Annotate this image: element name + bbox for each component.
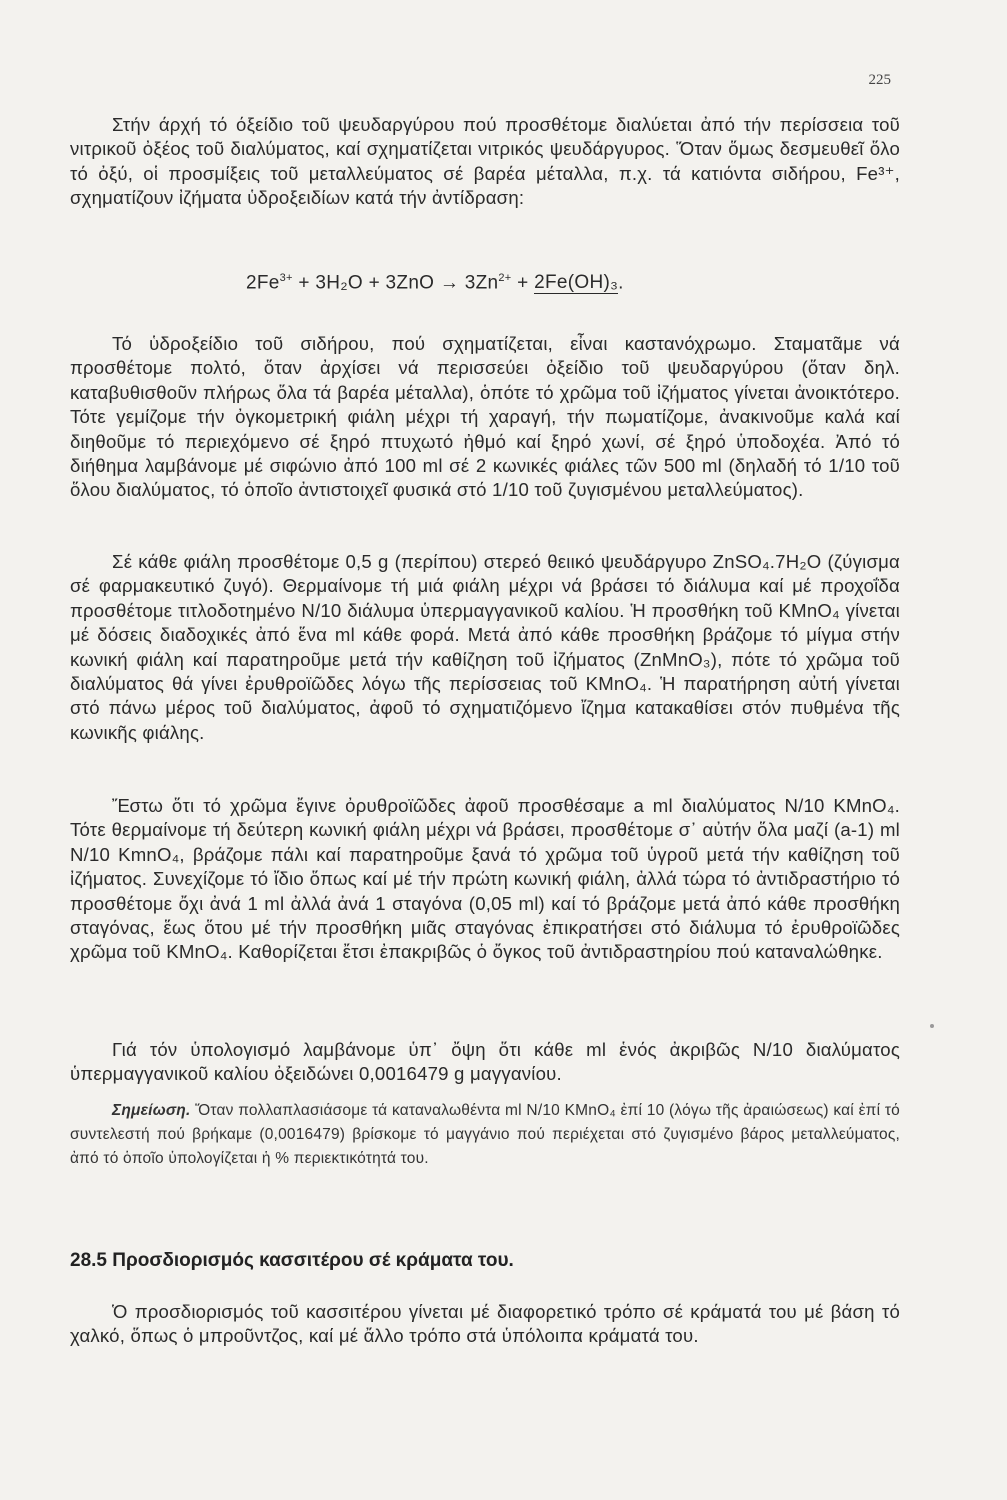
equation-part: +	[511, 272, 535, 294]
note-block	[70, 1099, 900, 1171]
paragraph-text: Ἔστω ὅτι τό χρῶμα ἔγινε ὀρυθροϊῶδες ἀφοῦ προσθέσαμε a ml διαλύματος N/10 KMnO₄. Τότε θερμαίνομε τή δεύτερη κωνική φιάλη μέχρι νά βράσει, προσθέτομε σ᾽ αὐτήν ὅλα μαζί (a-1) ml N/10 KmnO₄, βράζομε πάλι καί παρατηροῦμε ξανά τό χρῶμα τοῦ ὑγροῦ μετά τήν καθίζηση τοῦ ἰζήματος. Συνεχίζομε τό ἴδιο ὅπως καί μέ τήν πρώτη κωνική φιάλη, ἀλλά τώρα τό ἀντιδραστήριο τό προσθέτομε ὄχι ἀνά 1 ml ἀλλά ἀνά 1 σταγόνα (0,05 ml) καί τό βράζομε μετά ἀπό κάθε προσθήκη σταγόνας, ἕως ὅτου μέ τήν προσθήκη μιᾶς σταγόνας ἐπικρατήσει στό διάλυμα τό ἐρυθροϊῶδες χρῶμα τοῦ KMnO₄. Καθορίζεται ἔτσι ἐπακριβῶς ὁ ὄγκος τοῦ ἀντιδραστηρίου πού καταναλώθηκε.	[70, 795, 900, 963]
equation-part: 2Fe	[246, 272, 280, 294]
equation-product: 2Fe(OH)₃	[534, 272, 619, 294]
paragraph-4	[70, 794, 900, 965]
paragraph-2	[70, 332, 900, 503]
equation-end: .	[618, 272, 624, 294]
equation-superscript: 2+	[498, 272, 512, 284]
paragraph-text: Τό ὑδροξείδιο τοῦ σιδήρου, πού σχηματίζεται, εἶναι καστανόχρωμο. Σταματᾶμε νά προσθέτομε πολτό, ὅταν ἀρχίσει νά περισσεύει ὀξείδιο τοῦ ψευδαργύρου (ὅταν δηλ. καταβυθισθοῦν πλήρως ὅλα τά βαρέα μέταλλα), ὁπότε τό χρῶμα τοῦ ἰζήματος γίνεται ἀνοικτότερο. Τότε γεμίζομε τήν ὀγκομετρική φιάλη μέχρι τή χαραγή, τήν πωματίζομε, ἀνακινοῦμε καλά καί διηθοῦμε τό περιεχόμενο σέ ξηρό πτυχωτό ἠθμό καί ξηρό χωνί, σέ ξηρό ὑποδοχέα. Ἀπό τό διήθημα λαμβάνομε μέ σιφώνιο ἀπό 100 ml σέ 2 κωνικές φιάλες τῶν 500 ml (δηλαδή τό 1/10 τοῦ ὅλου διαλύματος, τό ὁποῖο ἀντιστοιχεῖ φυσικά στό 1/10 τοῦ ζυγισμένου μεταλλεύματος).	[70, 333, 900, 501]
paragraph-3	[70, 550, 900, 745]
page-mark	[930, 1024, 934, 1028]
paragraph-6	[70, 1300, 900, 1349]
page-number: 225	[868, 72, 891, 88]
paragraph-text: Σέ κάθε φιάλη προσθέτομε 0,5 g (περίπου) στερεό θειικό ψευδάργυρο ZnSO₄.7H₂O (ζύγισμα σέ φαρμακευτικό ζυγό). Θερμαίνομε τή μιά φιάλη μέχρι νά βράσει τό διάλυμα καί μέ προχοΐδα προσθέτομε τιτλοδοτημένο N/10 διάλυμα ὑπερμαγγανικοῦ καλίου. Ἡ προσθήκη τοῦ KMnO₄ γίνεται μέ δόσεις διαδοχικές ἀπό ἕνα ml κάθε φορά. Μετά ἀπό κάθε προσθήκη βράζομε τό μίγμα στήν κωνική φιάλη καί παρατηροῦμε μετά τήν καθίζηση τοῦ ἰζήματος (ZnMnO₃), πότε τό χρῶμα τοῦ διαλύματος θά γίνει ἐρυθροϊῶδες λόγω τῆς περίσσειας τοῦ KMnO₄. Ἡ παρατήρηση αὐτή γίνεται στό πάνω μέρος τοῦ διαλύματος, ἀφοῦ τό σχηματιζόμενο ἴζημα κατακαθίσει στόν πυθμένα τῆς κωνικῆς φιάλης.	[70, 551, 900, 743]
note-body: Ὅταν πολλαπλασιάσομε τά καταναλωθέντα ml N/10 KMnO₄ ἐπί 10 (λόγω τῆς ἀραιώσεως) καί ἐπί τό συντελεστή πού βρήκαμε (0,0016479) βρίσκομε τό μαγγάνιο πού περιέχεται στό ζυγισμένο βάρος μεταλλεύματος, ἀπό τό ὁποῖο ὑπολογίζεται ἡ % περιεκτικότητά του.	[70, 1102, 900, 1167]
equation-part: + 3H₂O + 3ZnO → 3Zn	[292, 272, 499, 294]
paragraph-1	[70, 113, 900, 211]
note-text	[70, 1099, 900, 1171]
paragraph-5	[70, 1038, 900, 1087]
paragraph-text: Ὁ προσδιορισμός τοῦ κασσιτέρου γίνεται μέ διαφορετικό τρόπο σέ κράματά του μέ βάση τό χαλκό, ὅπως ὁ μπροῦντζος, καί μέ ἄλλο τρόπο στά ὑπόλοιπα κράματά του.	[70, 1301, 900, 1347]
section-heading: 28.5 Προσδιορισμός κασσιτέρου σέ κράματα του.	[70, 1250, 514, 1271]
note-label: Σημείωση.	[112, 1102, 191, 1119]
chemical-equation	[246, 272, 624, 294]
paragraph-text: Γιά τόν ὑπολογισμό λαμβάνομε ὑπ᾽ ὄψη ὅτι κάθε ml ἑνός ἀκριβῶς N/10 διαλύματος ὑπερμαγγανικοῦ καλίου ὀξειδώνει 0,0016479 g μαγγανίου.	[70, 1039, 900, 1085]
paragraph-text: Στήν άρχή τό όξείδιο τοῦ ψευδαργύρου πού προσθέτομε διαλύεται ἀπό τήν περίσσεια τοῦ νιτρικοῦ ὀξέος τοῦ διαλύματος, καί σχηματίζεται νιτρικός ψευδάργυρος. Ὅταν ὅμως δεσμευθεῖ ὅλο τό ὀξύ, οἱ προσμίξεις τοῦ μεταλλεύματος σέ βαρέα μέταλλα, π.χ. τά κατιόντα σιδήρου, Fe³⁺, σχηματίζουν ἰζήματα ὑδροξειδίων κατά τήν ἀντίδραση:	[70, 114, 900, 209]
equation-superscript: 3+	[279, 272, 293, 284]
